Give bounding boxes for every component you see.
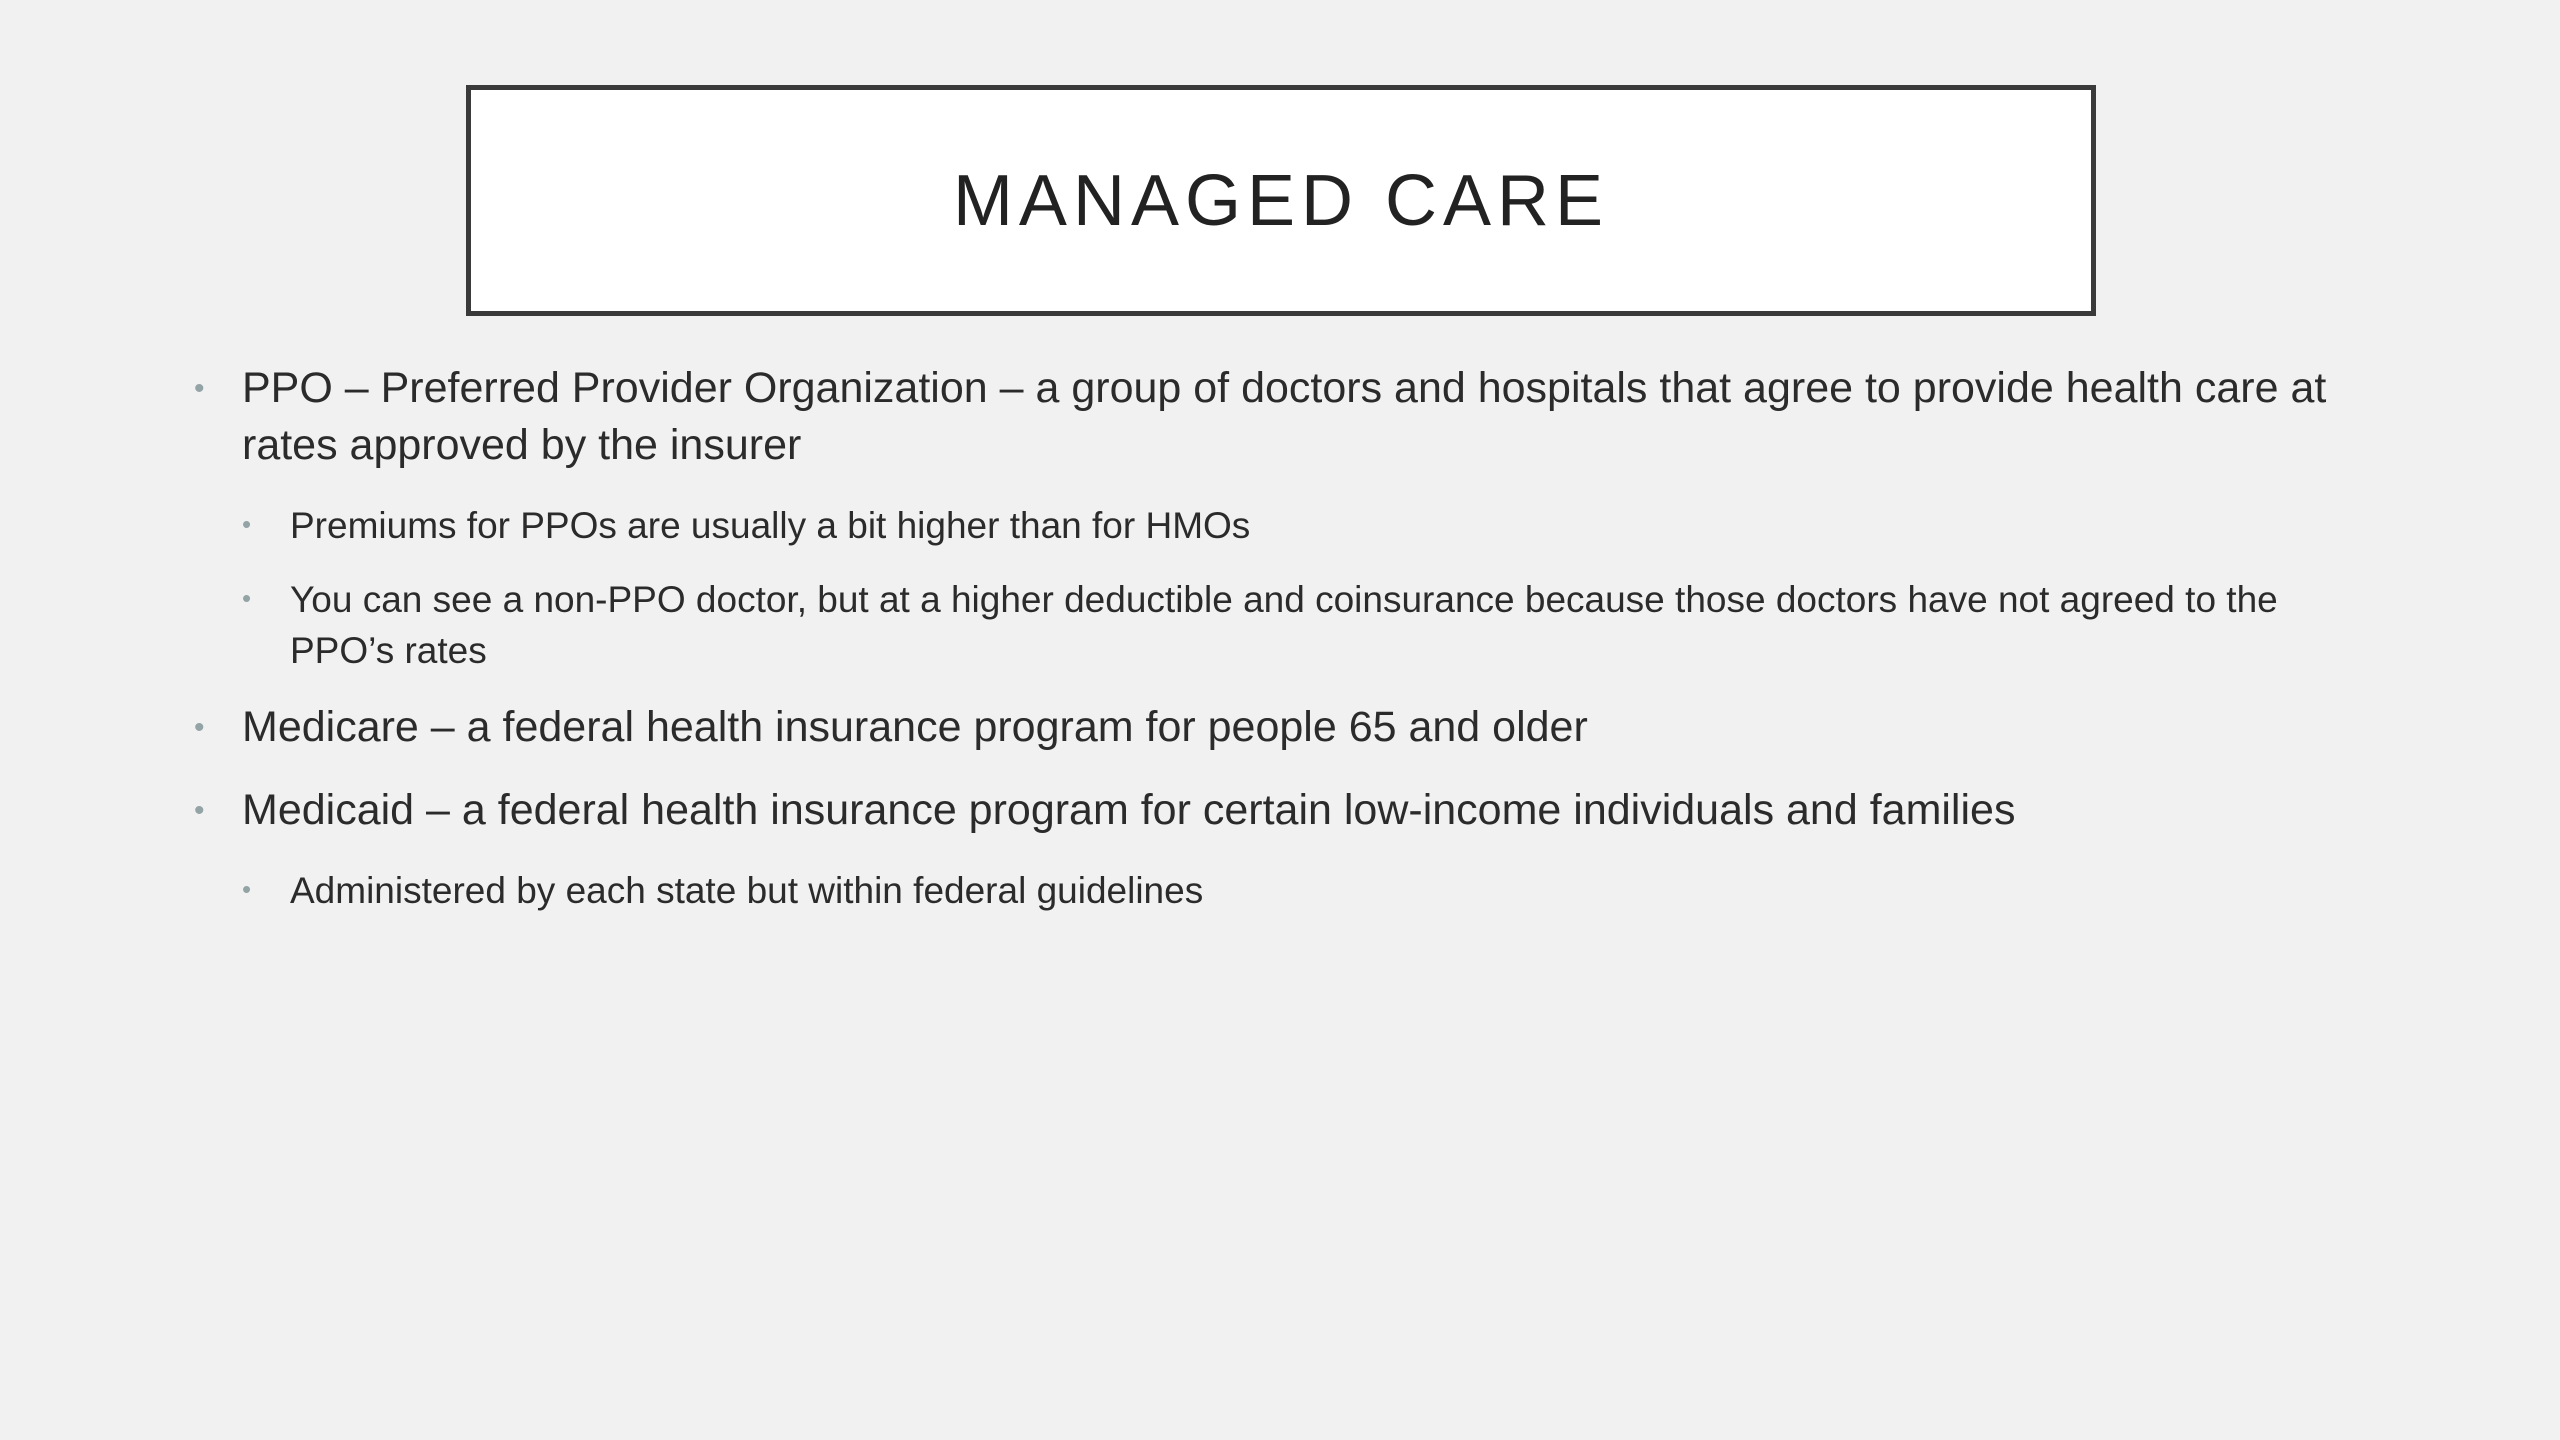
bullet-text: PPO – Preferred Provider Organization – a group of doctors and hospitals that agree to provide health care at rates approved by the insurer (242, 364, 2327, 469)
sub-bullet-item (190, 865, 2360, 916)
bullet-icon: • (242, 509, 252, 539)
bullet-text: Medicaid – a federal health insurance program for certain low-income individuals and families (242, 786, 2016, 834)
bullet-item-ppo (190, 360, 2360, 474)
bullet-icon: • (194, 794, 205, 827)
bullet-item-medicaid (190, 782, 2360, 839)
bullet-icon: • (242, 874, 252, 904)
slide-body (190, 360, 2360, 939)
sub-bullet-text: You can see a non-PPO doctor, but at a higher deductible and coinsurance because those doctors have not agreed to the PPO’s rates (290, 579, 2278, 671)
sub-bullet-text: Administered by each state but within federal guidelines (290, 870, 1204, 911)
title-box (466, 85, 2096, 316)
slide-title: MANAGED CARE (952, 160, 1610, 241)
bullet-item-medicare (190, 699, 2360, 756)
bullet-icon: • (194, 711, 205, 744)
sub-bullet-item (190, 500, 2360, 551)
sub-bullet-item (190, 574, 2360, 676)
bullet-icon: • (242, 583, 252, 613)
sub-bullet-text: Premiums for PPOs are usually a bit higher than for HMOs (290, 505, 1251, 546)
bullet-icon: • (194, 372, 205, 405)
bullet-text: Medicare – a federal health insurance program for people 65 and older (242, 703, 1588, 751)
